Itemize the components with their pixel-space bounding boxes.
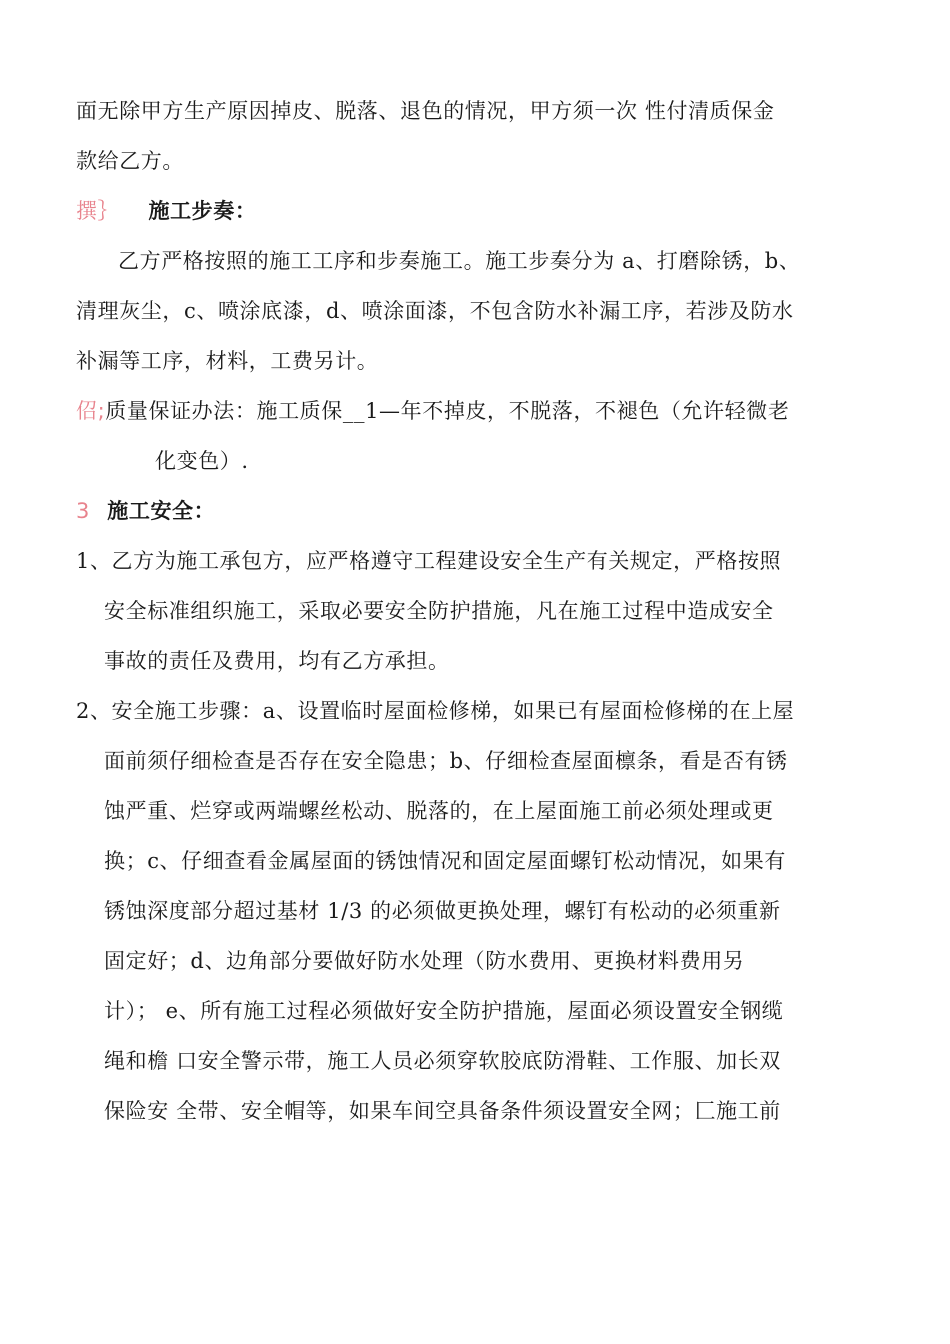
list-item-line: 2、安全施工步骤：a、设置临时屋面检修梯，如果已有屋面检修梯的在上屋 <box>76 699 795 723</box>
list-item-line: 绳和檐 口安全警示带，施工人员必须穿软胶底防滑鞋、工作服、加长双 <box>104 1049 781 1073</box>
paragraph-line: 面无除甲方生产原因掉皮、脱落、退色的情况，甲方须一次 性付清质保金 <box>76 99 775 123</box>
list-item-line: 固定好；d、边角部分要做好防水处理（防水费用、更换材料费用另 <box>104 949 745 973</box>
paragraph-line: 款给乙方。 <box>76 149 184 173</box>
section-marker: 撰｝ <box>76 199 120 223</box>
section-text: 质量保证办法：施工质保__1—年不掉皮，不脱落，不褪色（允许轻微老 <box>105 399 790 423</box>
section-heading <box>76 197 256 225</box>
section-heading <box>76 497 215 525</box>
section-marker: 3 <box>76 499 90 523</box>
list-item-line: 蚀严重、烂穿或两端螺丝松动、脱落的，在上屋面施工前必须处理或更 <box>104 799 774 823</box>
list-item-line: 换；c、仔细查看金属屋面的锈蚀情况和固定屋面螺钉松动情况，如果有 <box>104 849 786 873</box>
paragraph-line: 化变色）. <box>155 449 249 473</box>
section-title: 施工安全： <box>107 499 216 523</box>
paragraph-line: 清理灰尘，c、喷涂底漆，d、喷涂面漆，不包含防水补漏工序，若涉及防水 <box>76 299 794 323</box>
section-marker: 佋; <box>76 399 106 423</box>
section-title: 施工步奏： <box>148 199 257 223</box>
list-item-line: 保险安 全带、安全帽等，如果车间空具备条件须设置安全网；匚施工前 <box>104 1099 781 1123</box>
list-item-line: 安全标准组织施工，采取必要安全防护措施，凡在施工过程中造成安全 <box>104 599 774 623</box>
list-item-line: 面前须仔细检查是否存在安全隐患；b、仔细检查屋面檩条，看是否有锈 <box>104 749 788 773</box>
list-item-line: 1、乙方为施工承包方，应严格遵守工程建设安全生产有关规定，严格按照 <box>76 549 782 573</box>
list-item-line: 计）； e、所有施工过程必须做好安全防护措施，屋面必须设置安全钢缆 <box>104 999 784 1023</box>
paragraph-line: 补漏等工序，材料，工费另计。 <box>76 349 379 373</box>
section-line <box>76 397 789 425</box>
paragraph-line: 乙方严格按照的施工工序和步奏施工。施工步奏分为 a、打磨除锈，b、 <box>118 249 801 273</box>
list-item-line: 锈蚀深度部分超过基材 1/3 的必须做更换处理，螺钉有松动的必须重新 <box>104 899 781 923</box>
list-item-line: 事故的责任及费用，均有乙方承担。 <box>104 649 450 673</box>
